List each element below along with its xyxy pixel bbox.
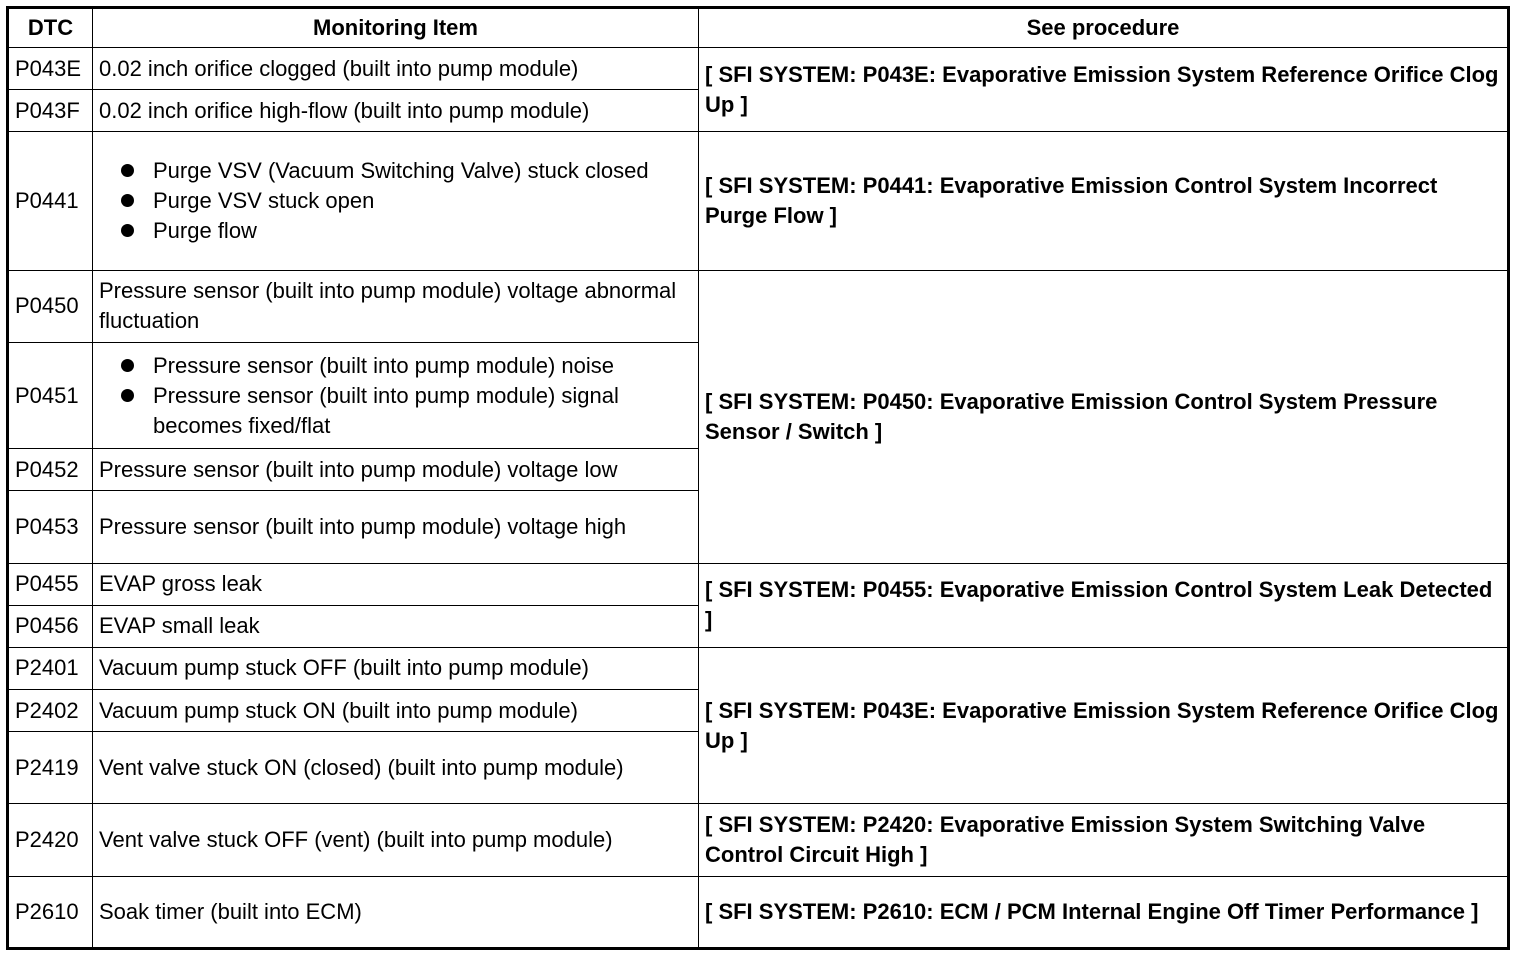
table-row — [8, 132, 1509, 270]
bullet-list — [99, 156, 692, 246]
table-row — [8, 804, 1509, 876]
dtc-code: P043E — [8, 48, 93, 90]
table-row — [8, 270, 1509, 342]
bullet-item: Purge VSV stuck open — [115, 186, 692, 216]
monitoring-item: Vent valve stuck ON (closed) (built into pump module) — [93, 732, 699, 804]
monitoring-item: Soak timer (built into ECM) — [93, 876, 699, 948]
dtc-code: P0452 — [8, 449, 93, 491]
bullet-list — [99, 351, 692, 441]
procedure-link[interactable]: [ SFI SYSTEM: P0450: Evaporative Emission Control System Pressure Sensor / Switch ] — [699, 270, 1509, 563]
bullet-item: Pressure sensor (built into pump module) noise — [115, 351, 692, 381]
bullet-item: Purge VSV (Vacuum Switching Valve) stuck closed — [115, 156, 692, 186]
dtc-code: P0456 — [8, 605, 93, 647]
table-row — [8, 647, 1509, 689]
dtc-code: P2420 — [8, 804, 93, 876]
monitoring-item: EVAP small leak — [93, 605, 699, 647]
monitoring-item: Vacuum pump stuck OFF (built into pump module) — [93, 647, 699, 689]
dtc-code: P0453 — [8, 491, 93, 563]
bullet-item: Pressure sensor (built into pump module) signal becomes fixed/flat — [115, 381, 692, 441]
procedure-link[interactable]: [ SFI SYSTEM: P0455: Evaporative Emission Control System Leak Detected ] — [699, 563, 1509, 647]
header-see-procedure: See procedure — [699, 8, 1509, 48]
header-row — [8, 8, 1509, 48]
procedure-link[interactable]: [ SFI SYSTEM: P2420: Evaporative Emission System Switching Valve Control Circuit High ] — [699, 804, 1509, 876]
dtc-code: P0455 — [8, 563, 93, 605]
dtc-code: P2401 — [8, 647, 93, 689]
dtc-code: P0441 — [8, 132, 93, 270]
monitoring-item — [93, 132, 699, 270]
monitoring-item — [93, 342, 699, 448]
dtc-code: P2402 — [8, 690, 93, 732]
header-dtc: DTC — [8, 8, 93, 48]
dtc-code: P2610 — [8, 876, 93, 948]
procedure-link[interactable]: [ SFI SYSTEM: P043E: Evaporative Emission System Reference Orifice Clog Up ] — [699, 48, 1509, 132]
dtc-code: P0450 — [8, 270, 93, 342]
dtc-table — [6, 6, 1510, 950]
table-row — [8, 563, 1509, 605]
table-row — [8, 876, 1509, 948]
monitoring-item: Pressure sensor (built into pump module) voltage high — [93, 491, 699, 563]
procedure-link[interactable]: [ SFI SYSTEM: P0441: Evaporative Emission Control System Incorrect Purge Flow ] — [699, 132, 1509, 270]
monitoring-item: 0.02 inch orifice high-flow (built into pump module) — [93, 90, 699, 132]
monitoring-item: EVAP gross leak — [93, 563, 699, 605]
monitoring-item: Vent valve stuck OFF (vent) (built into pump module) — [93, 804, 699, 876]
dtc-code: P2419 — [8, 732, 93, 804]
procedure-link[interactable]: [ SFI SYSTEM: P043E: Evaporative Emission System Reference Orifice Clog Up ] — [699, 647, 1509, 803]
procedure-link[interactable]: [ SFI SYSTEM: P2610: ECM / PCM Internal Engine Off Timer Performance ] — [699, 876, 1509, 948]
header-monitoring-item: Monitoring Item — [93, 8, 699, 48]
table-row — [8, 48, 1509, 90]
monitoring-item: Pressure sensor (built into pump module) voltage abnormal fluctuation — [93, 270, 699, 342]
bullet-item: Purge flow — [115, 216, 692, 246]
monitoring-item: Vacuum pump stuck ON (built into pump module) — [93, 690, 699, 732]
dtc-code: P043F — [8, 90, 93, 132]
dtc-code: P0451 — [8, 342, 93, 448]
monitoring-item: Pressure sensor (built into pump module) voltage low — [93, 449, 699, 491]
monitoring-item: 0.02 inch orifice clogged (built into pump module) — [93, 48, 699, 90]
